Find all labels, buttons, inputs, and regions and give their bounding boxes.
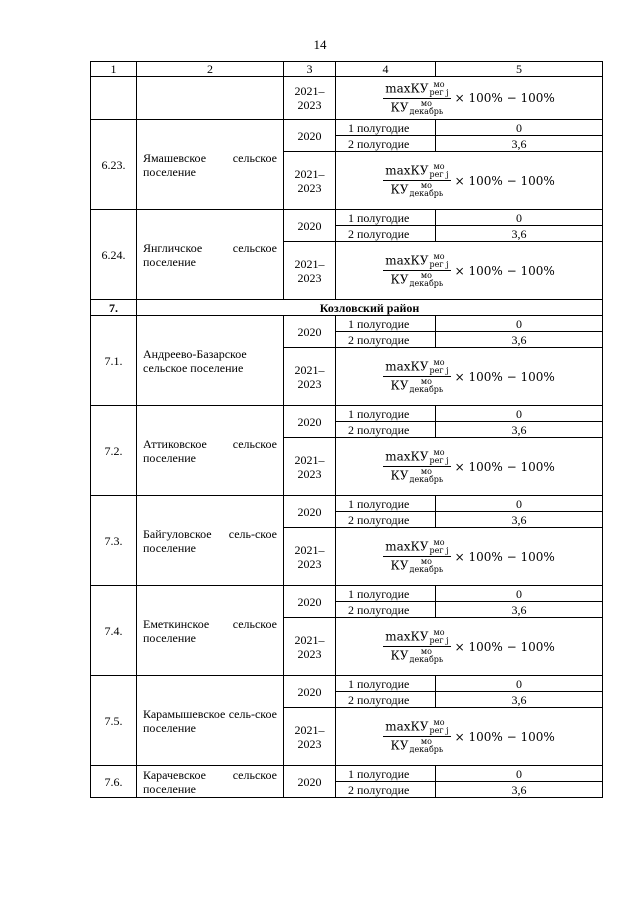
formula-cell [336,152,603,210]
value-cell: 0 [436,496,603,512]
year-cell: 2020 [284,586,336,618]
row-number: 7.6. [91,766,137,798]
formula-tail: × 100% − 100% [454,173,555,188]
table-row [91,120,603,136]
year-cell: 2020 [284,766,336,798]
formula-denominator: КУ мо декабрь [390,271,444,288]
index-formula [383,719,555,754]
formula-tail: × 100% − 100% [454,549,555,564]
years-cell: 2021– 2023 [284,708,336,766]
settlement-name: Андреево-Базарское сельское поселение [137,316,284,406]
formula-tail: × 100% − 100% [454,729,555,744]
row-number: 6.23. [91,120,137,210]
year-cell: 2020 [284,316,336,348]
formula-denominator: КУ мо декабрь [390,737,444,754]
value-cell: 0 [436,120,603,136]
half-year-label: 2 полугодие [336,512,436,528]
half-year-label: 1 полугодие [336,120,436,136]
formula-numerator: maxКУ мо рег j [385,628,449,645]
half-year-label: 1 полугодие [336,496,436,512]
half-year-label: 1 полугодие [336,676,436,692]
formula-numerator: maxКУ мо рег j [385,252,449,269]
table-row [91,210,603,226]
table-row [91,316,603,332]
year-cell: 2020 [284,210,336,242]
formula-numerator: maxКУ мо рег j [385,79,449,97]
formula-fraction [383,449,450,484]
formula-fraction [383,359,450,394]
half-year-label: 2 полугодие [336,692,436,708]
formula-tail: × 100% − 100% [454,369,555,384]
value-cell: 3,6 [436,136,603,152]
table-row [91,77,603,120]
row-number: 7.3. [91,496,137,586]
settlement-name: Байгуловское сель-ское поселение [137,496,284,586]
settlement-name: Еметкинское сельское поселение [137,586,284,676]
value-cell: 3,6 [436,226,603,242]
formula-cell [336,348,603,406]
year-cell: 2020 [284,406,336,438]
years-cell: 2021– 2023 [284,242,336,300]
header-cell: 2 [137,62,284,77]
index-formula [383,253,555,288]
half-year-label: 2 полугодие [336,226,436,242]
half-year-label: 2 полугодие [336,332,436,348]
table-row [91,586,603,602]
header-row [91,62,603,77]
formula-tail: × 100% − 100% [454,91,555,105]
half-year-label: 2 полугодие [336,136,436,152]
value-cell: 0 [436,210,603,226]
formula-fraction [383,253,450,288]
value-cell: 3,6 [436,512,603,528]
tariff-table [90,61,603,798]
half-year-label: 2 полугодие [336,602,436,618]
header-cell: 4 [336,62,436,77]
index-formula [383,629,555,664]
table-row [91,676,603,692]
settlement-name: Аттиковское сельское поселение [137,406,284,496]
formula-tail: × 100% − 100% [454,639,555,654]
formula-numerator: maxКУ мо рег j [385,448,449,465]
row-number: 7.4. [91,586,137,676]
years-cell: 2021– 2023 [284,77,336,120]
formula-fraction [383,719,450,754]
formula-fraction [383,539,450,574]
half-year-label: 1 полугодие [336,210,436,226]
formula-tail: × 100% − 100% [454,263,555,278]
value-cell: 3,6 [436,602,603,618]
formula-numerator: maxКУ мо рег j [385,162,449,179]
years-cell: 2021– 2023 [284,348,336,406]
formula-denominator: КУ мо декабрь [390,98,444,116]
half-year-label: 2 полугодие [336,782,436,798]
index-formula [383,449,555,484]
half-year-label: 1 полугодие [336,406,436,422]
formula-tail: × 100% − 100% [454,459,555,474]
formula-fraction [383,629,450,664]
formula-numerator: maxКУ мо рег j [385,358,449,375]
settlement-name: Ямашевское сельское поселение [137,120,284,210]
formula-denominator: КУ мо декабрь [390,467,444,484]
header-cell: 5 [436,62,603,77]
value-cell: 0 [436,316,603,332]
half-year-label: 1 полугодие [336,316,436,332]
formula-cell [336,618,603,676]
index-formula [383,81,555,116]
half-year-label: 1 полугодие [336,766,436,782]
formula-numerator: maxКУ мо рег j [385,718,449,735]
formula-cell [336,77,603,120]
table-row [91,406,603,422]
half-year-label: 2 полугодие [336,422,436,438]
year-cell: 2020 [284,676,336,708]
header-cell: 3 [284,62,336,77]
year-cell: 2020 [284,120,336,152]
section-title: Козловский район [137,300,603,316]
settlement-name: Янгличское сельское поселение [137,210,284,300]
value-cell: 3,6 [436,692,603,708]
value-cell: 0 [436,586,603,602]
formula-numerator: maxКУ мо рег j [385,538,449,555]
index-formula [383,539,555,574]
row-number: 7.1. [91,316,137,406]
formula-denominator: КУ мо декабрь [390,377,444,394]
page-number: 14 [313,37,327,52]
value-cell: 0 [436,766,603,782]
settlement-name: Карамышевское сель-ское поселение [137,676,284,766]
value-cell: 0 [436,676,603,692]
section-row [91,300,603,316]
section-number: 7. [91,300,137,316]
settlement-name: Карачевское сельское поселение [137,766,284,798]
formula-cell [336,438,603,496]
row-number: 7.5. [91,676,137,766]
years-cell: 2021– 2023 [284,618,336,676]
formula-fraction [383,81,450,116]
row-number: 7.2. [91,406,137,496]
years-cell: 2021– 2023 [284,528,336,586]
formula-cell [336,708,603,766]
index-formula [383,359,555,394]
year-cell: 2020 [284,496,336,528]
half-year-label: 1 полугодие [336,586,436,602]
index-formula [383,163,555,198]
value-cell: 3,6 [436,332,603,348]
formula-cell [336,242,603,300]
formula-denominator: КУ мо декабрь [390,647,444,664]
years-cell: 2021– 2023 [284,152,336,210]
formula-cell [336,528,603,586]
value-cell: 3,6 [436,782,603,798]
value-cell: 0 [436,406,603,422]
header-cell: 1 [91,62,137,77]
table-row [91,496,603,512]
table-row [91,766,603,782]
formula-denominator: КУ мо декабрь [390,557,444,574]
row-number: 6.24. [91,210,137,300]
formula-fraction [383,163,450,198]
formula-denominator: КУ мо декабрь [390,181,444,198]
value-cell: 3,6 [436,422,603,438]
years-cell: 2021– 2023 [284,438,336,496]
